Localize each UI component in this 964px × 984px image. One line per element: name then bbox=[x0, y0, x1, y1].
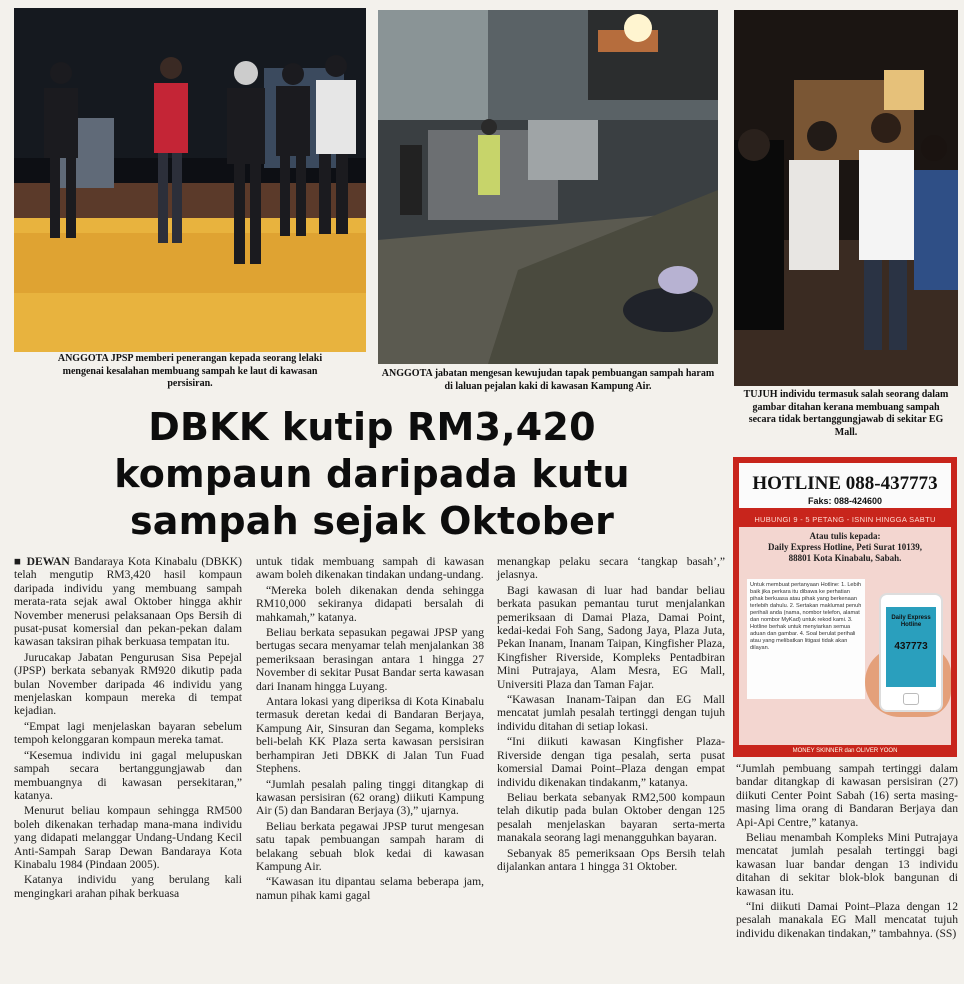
dateline-icon: ■ bbox=[14, 555, 27, 568]
col2-paragraph-7: “Kawasan itu dipantau selama beberapa jam, namun pihak kami gagal bbox=[256, 875, 484, 902]
col4-paragraph-2: Beliau menambah Kompleks Mini Putrajaya mencatat jumlah pesalah tertinggi bagi kawasan luar bandar dengan 13 individu ditahan di sekitar blok-blok bangunan di kawasan itu. bbox=[736, 831, 958, 898]
headline-line-2: kompaun daripada kutu bbox=[114, 452, 630, 496]
photo-illegal-dump-site bbox=[378, 10, 718, 364]
col3-paragraph-4: “Ini diikuti kawasan Kingfisher Plaza-Riverside dengan tiga pesalah, serta pusat komersial Damai Point–Plaza dengan empat individu dikenakan tindakanm,” katanya. bbox=[497, 735, 725, 789]
hotline-address bbox=[739, 531, 951, 564]
hotline-address-head: Atau tulis kepada: bbox=[809, 531, 881, 541]
photo-officers-coast bbox=[14, 8, 366, 352]
col1-paragraph-2: Jurucakap Jabatan Pengurusan Sisa Pepejal (JPSP) berkata sebanyak RM920 dikutip pada bulan November daripada 46 individu yang menjelaskan kompaun mereka di tempat kejadian. bbox=[14, 650, 242, 718]
col1-paragraph-3: “Empat lagi menjelaskan bayaran sebelum tempoh kelonggaran kompaun mereka tamat. bbox=[14, 719, 242, 747]
col2-paragraph-5: “Jumlah pesalah paling tinggi ditangkap di kawasan persisiran (62 orang) diikuti Kampung Air (5) dan Bandaran Berjaya (3),” ujarnya. bbox=[256, 777, 484, 818]
photo3-caption-lead: TUJUH bbox=[743, 389, 778, 400]
col1-paragraph-1 bbox=[14, 555, 242, 649]
phone-icon bbox=[879, 593, 943, 712]
col1-paragraph-6: Katanya individu yang berulang kali mengingkari arahan pihak berkuasa bbox=[14, 873, 242, 900]
hotline-header bbox=[739, 463, 951, 508]
col3-paragraph-3: “Kawasan Inanam-Taipan dan EG Mall mencatat jumlah pesalah tertinggi dengan tujuh individu ditahan di setiap lokasi. bbox=[497, 693, 725, 733]
col1-p1-text: Bandaraya Kota Kinabalu (DBKK) telah mengutip RM3,420 hasil kompaun daripada individu yang membuang sampah merata-rata sejak awal Oktober hingga akhir November menerusi pelaksanaan Ops Bersih di pusat-pusat komersial dan pekan-pekan dalam kawasan taksiran pihak berkuasa tempatan itu. bbox=[14, 555, 242, 649]
phone-screen-title bbox=[886, 615, 936, 629]
col3-paragraph-6: Sebanyak 85 pemeriksaan Ops Bersih telah dijalankan antara 1 hingga 31 Oktober. bbox=[497, 846, 725, 873]
phone-home-button-icon bbox=[903, 693, 919, 705]
hotline-instructions: Untuk membuat pertanyaan Hotline: 1. Lebih baik jika perkara itu dibawa ke perhatian pihak berkuasa atau pihak yang berkenaan terlebih dahulu. 2. Sertakan maklumat penuh perihali anda (nama, nombor telefon, alamat dan nombor MyKad) untuk rekod kami. 3. Hotline berhak untuk menyiarkan semua aduan dan gambar. 4. Soal berulat perihali atau yang melibatkan litigasi tidak akan dilayan. bbox=[747, 579, 865, 699]
headline-line-3: sampah sejak Oktober bbox=[129, 499, 615, 543]
photo2-caption bbox=[378, 368, 718, 393]
col2-paragraph-3: Beliau berkata sepasukan pegawai JPSP yang bertugas secara menyamar telah menjalankan 38 pemeriksaan berasingan antara 1 hingga 27 November di sekitar Pusat Bandar serta kawasan dari Inanam hingga Luyang. bbox=[256, 626, 484, 693]
col1-paragraph-5: Menurut beliau kompaun sehingga RM500 boleh dikenakan terhadap mana-mana individu yang didapati melanggar Undang-Undang Kecil Anti-Sampah Sarap Dewan Bandaraya Kota Kinabalu 1984 (Pindaan 2005). bbox=[14, 804, 242, 871]
col4-paragraph-3: “Ini diikuti Damai Point–Plaza dengan 12 pesalah manakala EG Mall mencatat tujuh individu dikenakan tindakan,” tambahnya. (SS) bbox=[736, 900, 958, 940]
photo2-caption-lead: ANGGOTA bbox=[381, 368, 433, 379]
photo1-caption-lead: ANGGOTA bbox=[57, 353, 109, 364]
photo2-caption-text: jabatan mengesan kewujudan tapak pembuangan sampah haram di laluan pejalan kaki di kawasan Kampung Air. bbox=[432, 368, 715, 392]
col2-paragraph-2: “Mereka boleh dikenakan denda sehingga RM10,000 sekiranya didapati bersalah di mahkamah,” katanya. bbox=[256, 583, 484, 624]
col3-paragraph-1: menangkap pelaku secara ‘tangkap basah’,” jelasnya. bbox=[497, 555, 725, 582]
hotline-title: HOTLINE 088-437773 bbox=[752, 473, 938, 494]
col2-paragraph-4: Antara lokasi yang diperiksa di Kota Kinabalu termasuk deretan kedai di Bandaran Berjaya, Kampung Air, Sinsuran dan Segama, kompleks beli-belah KK Plaza serta kawasan persisiran berhampiran Jeti DBKK di Jalan Tun Fuad Stephens. bbox=[256, 695, 484, 776]
article-column-4 bbox=[736, 762, 958, 942]
phone-number: 437773 bbox=[894, 641, 928, 652]
photo3-caption-text: individu termasuk salah seorang dalam gambar ditahan kerana membuang sampah secara tidak bertanggungjawab di sekitar EG Mall. bbox=[748, 389, 949, 438]
phone-line-1: Daily Express bbox=[891, 615, 931, 621]
photo-detained-individuals bbox=[734, 10, 958, 386]
photo1-caption bbox=[40, 353, 340, 391]
col1-lead-word: DEWAN bbox=[26, 555, 70, 568]
col1-paragraph-4: “Kesemua individu ini gagal melupuskan sampah secara bertanggungjawab dan membuangnya di kawasan persekitaran,” katanya. bbox=[14, 748, 242, 802]
hotline-body bbox=[739, 527, 951, 745]
phone-line-2: Hotline bbox=[900, 622, 922, 628]
col2-paragraph-6: Beliau berkata pegawai JPSP turut mengesan satu tapak pembuangan sampah haram di belakang sebuah blok kedai di kawasan Kampung Air. bbox=[256, 819, 484, 873]
hotline-footer: MONEY SKINNER dan OLIVER YOON bbox=[792, 748, 898, 754]
hotline-fax: Faks: 088-424600 bbox=[807, 496, 883, 506]
article-column-1 bbox=[14, 555, 242, 902]
photo1-caption-text: JPSP memberi penerangan kepada seorang lelaki mengenai kesalahan membuang sampah ke laut di kawasan persisiran. bbox=[62, 353, 323, 389]
article-column-3 bbox=[497, 555, 725, 875]
hotline-hours: HUBUNGI 9 - 5 PETANG - ISNIN HINGGA SABTU bbox=[754, 515, 936, 524]
col4-paragraph-1: “Jumlah pembuang sampah tertinggi dalam bandar ditangkap di kawasan persisiran (27) diikuti Center Point Sabah (16) serta masing-masing lima orang di Bandaran Berjaya dan Api-Api Centre,” katanya. bbox=[736, 762, 958, 829]
col2-paragraph-1: untuk tidak membuang sampah di kawasan awam boleh dikenakan tindakan undang-undang. bbox=[256, 555, 484, 582]
headline-line-1: DBKK kutip RM3,420 bbox=[148, 405, 596, 449]
article-column-2 bbox=[256, 555, 484, 904]
hotline-address-line-2: 88801 Kota Kinabalu, Sabah. bbox=[788, 553, 902, 563]
col3-paragraph-5: Beliau berkata sebanyak RM2,500 kompaun telah dikutip pada bulan Oktober dengan 125 pesalah menjelaskan bayaran serta-merta manakala seorang lagi menangguhkan bayaran. bbox=[497, 790, 725, 845]
phone-screen bbox=[886, 607, 936, 687]
hotline-box bbox=[733, 457, 957, 757]
photo3-caption bbox=[738, 389, 954, 439]
col3-paragraph-2: Bagi kawasan di luar had bandar beliau berkata pasukan pemantau turut menjalankan pemeriksaan di Damai Plaza, Damai Point, kedai-kedai Foh Sang, Sadong Jaya, Plaza Juta, Pekan Inanam, Inanam Taipan, Kingfisher Plaza, Kingfisher Riverside, Kompleks Pentadbiran Mini Putrajaya, Alam Mesra, EG Mall, Universiti Plaza dan Taman Fajar. bbox=[497, 583, 725, 691]
article-headline bbox=[92, 404, 652, 545]
hotline-address-line-1: Daily Express Hotline, Peti Surat 10139, bbox=[767, 542, 923, 552]
